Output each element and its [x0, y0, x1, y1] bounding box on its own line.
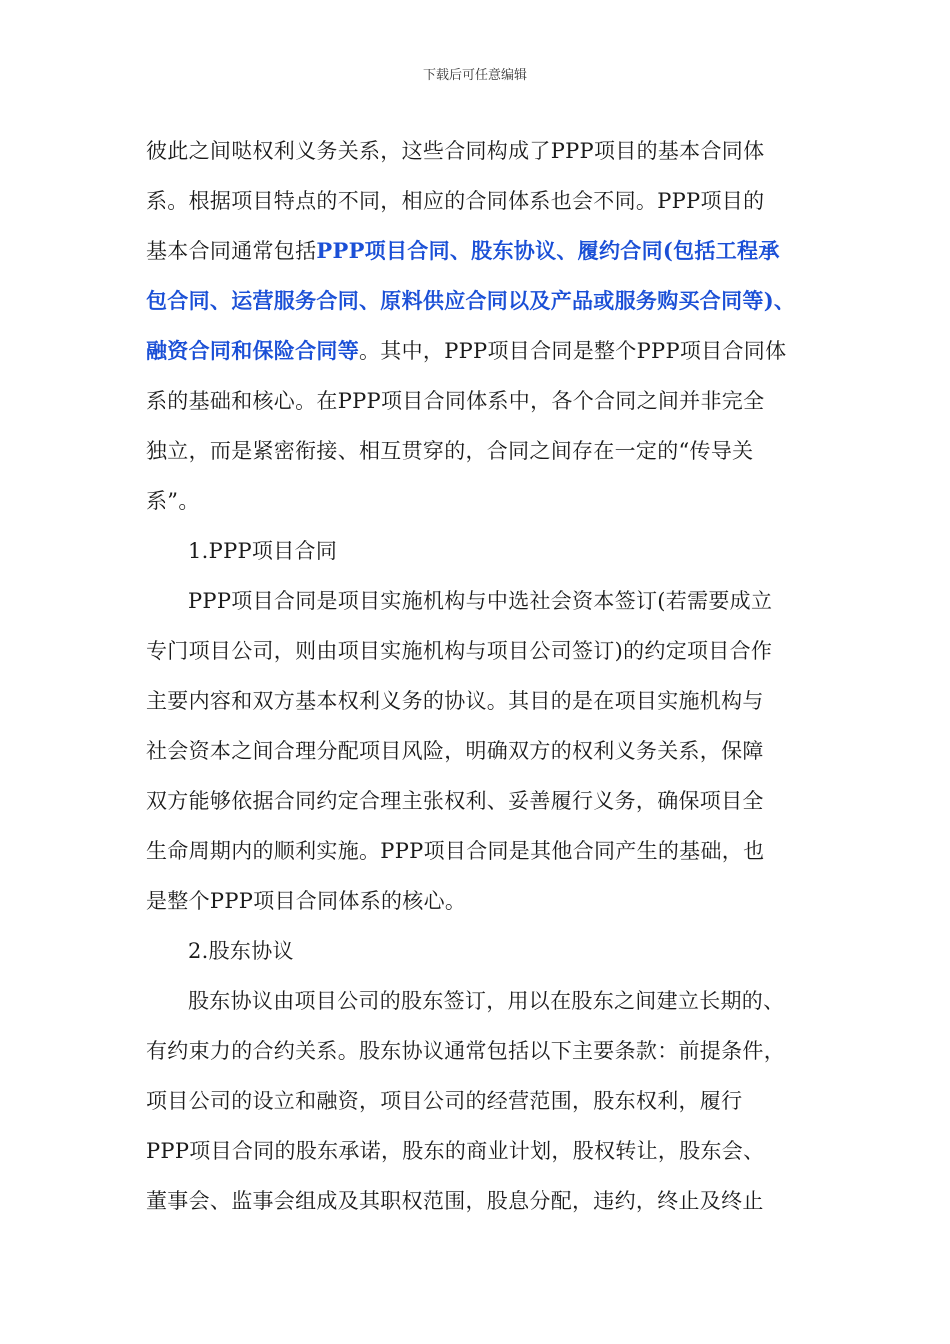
line-text: 专门项目公司，则由项目实施机构与项目公司签订)的约定项目合作: [146, 639, 773, 663]
text-line: [146, 426, 818, 476]
heading-text: 1.PPP项目合同: [188, 539, 338, 563]
text-line: [146, 826, 818, 876]
heading-text: 2.股东协议: [188, 939, 294, 963]
line-text: 主要内容和双方基本权利义务的协议。其目的是在项目实施机构与: [146, 689, 764, 713]
line-text: 双方能够依据合同约定合理主张权利、妥善履行义务，确保项目全: [146, 789, 764, 813]
line-text: 股东协议由项目公司的股东签订，用以在股东之间建立长期的、: [188, 989, 785, 1013]
line-text: 是整个PPP项目合同体系的核心。: [146, 889, 467, 913]
text-line: [146, 126, 818, 176]
page-header: 下载后可任意编辑: [422, 68, 527, 83]
line-text: 项目公司的设立和融资，项目公司的经营范围，股东权利，履行: [146, 1089, 743, 1113]
text-line: [146, 1026, 818, 1076]
paragraph-start-line: [146, 576, 818, 626]
text-line: [146, 676, 818, 726]
line-text: PPP项目合同的股东承诺，股东的商业计划，股权转让，股东会、: [146, 1139, 765, 1163]
text-line: [146, 476, 818, 526]
line-text: 董事会、监事会组成及其职权范围，股息分配，违约，终止及终止: [146, 1189, 764, 1213]
document-body: [146, 126, 818, 1226]
text-line: [146, 376, 818, 426]
text-line: [146, 326, 818, 376]
highlighted-text: 融资合同和保险合同等: [146, 338, 359, 363]
text-line: [146, 626, 818, 676]
text-line: [146, 226, 818, 276]
line-text: 系的基础和核心。在PPP项目合同体系中，各个合同之间并非完全: [146, 389, 765, 413]
highlighted-text: 包合同、运营服务合同、原料供应合同以及产品或服务购买合同等)、: [146, 288, 796, 313]
text-line: [146, 876, 818, 926]
paragraph-start-line: [146, 976, 818, 1026]
text-line: [146, 176, 818, 226]
line-text: 生命周期内的顺利实施。PPP项目合同是其他合同产生的基础，也: [146, 839, 765, 863]
line-text: 。其中，PPP项目合同是整个PPP项目合同体: [359, 339, 787, 363]
section-heading: [146, 926, 818, 976]
line-text: 有约束力的合约关系。股东协议通常包括以下主要条款：前提条件，: [146, 1039, 785, 1063]
section-heading: [146, 526, 818, 576]
line-text: 彼此之间哒权利义务关系，这些合同构成了PPP项目的基本合同体: [146, 139, 765, 163]
line-text: 系。根据项目特点的不同，相应的合同体系也会不同。PPP项目的: [146, 189, 765, 213]
text-line: [146, 1126, 818, 1176]
line-text: 基本合同通常包括: [146, 239, 317, 263]
line-text: 社会资本之间合理分配项目风险，明确双方的权利义务关系，保障: [146, 739, 764, 763]
line-text: 独立，而是紧密衔接、相互贯穿的，合同之间存在一定的“传导关: [146, 439, 754, 463]
highlighted-text: PPP项目合同、股东协议、履约合同(包括工程承: [316, 238, 780, 263]
text-line: [146, 726, 818, 776]
line-text: 系”。: [146, 489, 200, 513]
text-line: [146, 776, 818, 826]
text-line: [146, 276, 818, 326]
text-line: [146, 1076, 818, 1126]
line-text: PPP项目合同是项目实施机构与中选社会资本签订(若需要成立: [188, 589, 773, 613]
text-line: [146, 1176, 818, 1226]
